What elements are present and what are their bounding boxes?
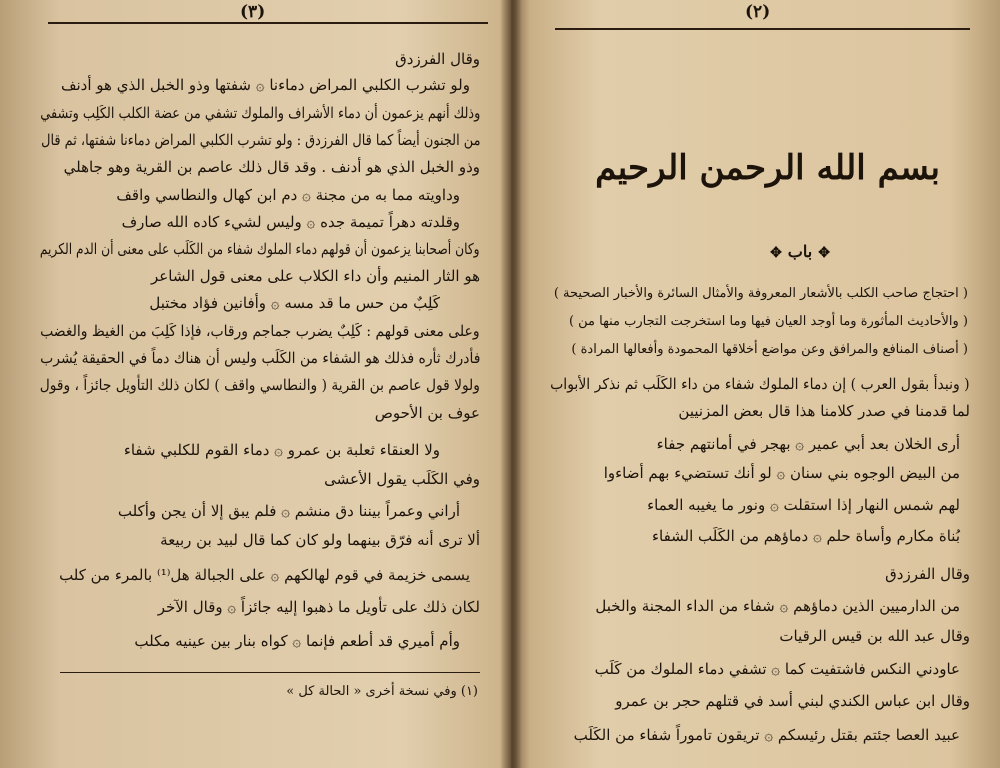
verse-line: بُناة مكارم وأساة حلم ۞ دماؤهم من الكَلَب الشفاء: [651, 527, 960, 545]
verse-line: وأم أميري قد أطعم فإنما ۞ كواه بنار بين عينيه مكلب: [134, 632, 460, 650]
text-line: من الجنون أيضاً كما قال الفرزدق : ولو تشرب الكلبي المراض دماءنا شفتها، ثم قال: [40, 131, 480, 149]
chapter-heading: [700, 242, 900, 261]
summary-line: ( احتجاج صاحب الكلب بالأشعار المعروفة والأمثال السائرة والأخبار الصحيحة ): [553, 286, 968, 301]
footnote: (١) وفي نسخة أخرى « الحالة كل »: [286, 684, 478, 699]
basmala-title: بسم الله الرحمن الرحيم: [595, 148, 940, 188]
verse-line: وقلدته دهراً تميمة جده ۞ وليس لشيء كاده الله صارف: [121, 213, 460, 231]
text-line: لما قدمنا في صدر كلامنا هذا قال بعض المزنيين: [678, 402, 970, 420]
verse-line: عبيد العصا جئتم بقتل رئيسكم ۞ تريقون تاموراً شفاء من الكَلَب: [573, 726, 960, 744]
footnote-rule: [60, 672, 480, 673]
text-line: ألا ترى أنه فرّق بينهما ولو كان كما قال لبيد بن ربيعة: [160, 531, 480, 549]
ornament-icon: ✥: [770, 245, 782, 261]
text-line: عوف بن الأحوص: [374, 404, 480, 422]
text-line: وذو الخبل الذي هو أدنف . وقد قال ذلك عاصم بن القرية وهو جاهلي: [63, 158, 480, 176]
verse-line: أراني وعمراً بيننا دق منشم ۞ فلم يبق إلا أن يجن وأكلب: [117, 502, 460, 520]
text-line: فأدرك ثأره فذلك هو الشفاء من الكَلَب وليس أن هناك دماً في الحقيقة يُشرب: [39, 349, 480, 367]
text-line: ولولا قول عاصم بن القرية ( والنطاسي واقف ) لكان ذلك التأويل جائزاً ، وقول: [39, 376, 480, 394]
verse-line: عاودني النكس فاشتفيت كما ۞ تشفي دماء الملوك من كَلَب: [594, 660, 960, 678]
text-line: وقال ابن عباس الكندي لبني أسد في قتلهم حجر بن عمرو: [615, 692, 970, 710]
summary-line: ( والأحاديث المأثورة وما أوجد العيان فيها وما استخرجت التجارب منها من ): [568, 314, 968, 329]
verse-line: ولو تشرب الكلبي المراض دماءنا ۞ شفتها وذو الخبل الذي هو أدنف: [60, 76, 470, 94]
text-line: وقال الفرزدق: [885, 565, 970, 583]
verse-line: يسمى خزيمة في قوم لهالكهم ۞ على الجبالة هل⁽¹⁾ بالمرء من كلب: [59, 566, 470, 584]
right-page-number: (٢): [745, 2, 771, 22]
text-line: وقال عبد الله بن قيس الرقيات: [779, 627, 970, 645]
right-header-rule: [555, 28, 970, 30]
text-line: لكان ذلك على تأويل ما ذهبوا إليه جائزاً ۞ وقال الآخر: [157, 598, 480, 616]
chapter-title: باب: [787, 242, 813, 261]
text-line: هو الثار المنيم وأن داء الكلاب على معنى قول الشاعر: [151, 267, 480, 285]
ornament-icon: ✥: [818, 245, 830, 261]
verse-line: كَلِبٌ من حس ما قد مسه ۞ وأفانين فؤاد مختبل: [149, 294, 440, 312]
verse-line: من الدارميين الذين دماؤهم ۞ شفاء من الداء المجنة والخبل: [595, 597, 960, 615]
summary-line: ( أصناف المنافع والمرافق وعن مواضع أخلاقها المحمودة وأفعالها المرادة ): [571, 342, 968, 357]
text-line: وعلى معنى قولهم : كَلِبٌ يضرب جماجم ورقاب، فإذا كَلِبَ من الغيظ والغضب: [40, 322, 480, 340]
text-line: ( ونبدأ بقول العرب ) إن دماء الملوك شفاء من داء الكَلَب ثم نذكر الأبواب: [550, 375, 970, 393]
text-line: وكان أصحابنا يزعمون أن قولهم دماء الملوك شفاء من الكَلَب على معنى أن الدم الكريم: [40, 240, 480, 258]
left-header-rule: [48, 22, 488, 24]
verse-line: من البيض الوجوه بني سنان ۞ لو أنك تستضيء بهم أضاءوا: [603, 464, 960, 482]
text-line: وفي الكَلَب يقول الأعشى: [324, 470, 480, 488]
verse-line: لهم شمس النهار إذا استقلت ۞ ونور ما يغيبه العماء: [647, 496, 960, 514]
verse-line: وداويته مما به من مجنة ۞ دم ابن كهال والنطاسي واقف: [116, 186, 460, 204]
verse-line: ولا العنقاء ثعلبة بن عمرو ۞ دماء القوم للكلبي شفاء: [123, 441, 440, 459]
text-line: وقال الفرزدق: [395, 50, 480, 68]
text-line: وذلك أنهم يزعمون أن دماء الأشراف والملوك تشفي من عضة الكلب الكَلِب وتشفي: [39, 104, 480, 122]
left-page-number: (٣): [240, 2, 266, 22]
verse-line: أرى الخلان بعد أبي عمير ۞ بهجر في أمانتهم جفاء: [656, 435, 960, 453]
